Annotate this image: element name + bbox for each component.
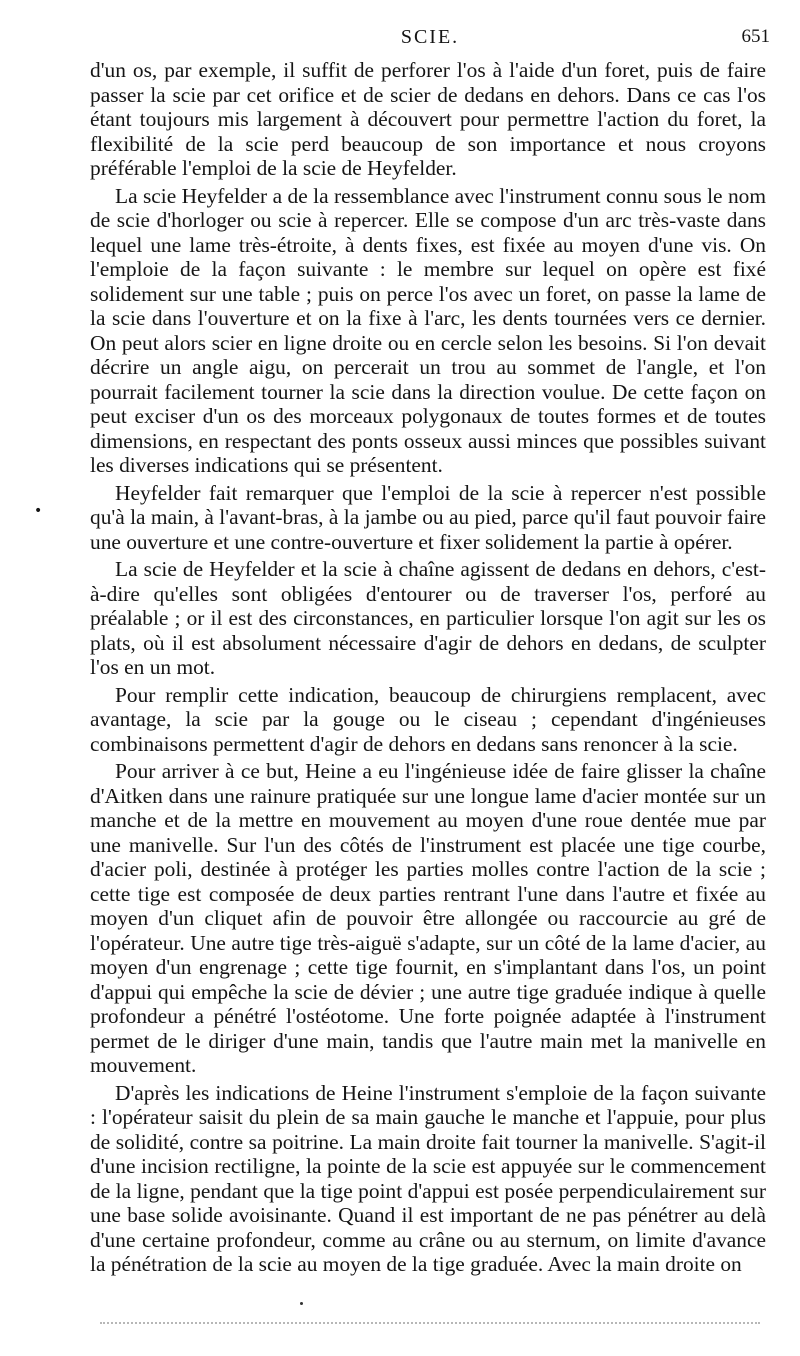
paragraph-continued: d'un os, par exemple, il suffit de perforer l'os à l'aide d'un foret, puis de faire passer la scie par cet orifice et de scier de dedans en dehors. Dans ce cas l'os étant toujours mis largement à découvert pour permettre l'action du foret, la flexibilité de la scie perd beaucoup de son importance et nous croyons préférable l'emploi de la scie de Heyfelder. (90, 58, 766, 180)
paragraph-heyfelder-saw: La scie Heyfelder a de la ressemblance avec l'instrument connu sous le nom de scie d'horloger ou scie à repercer. Elle se compose d'un arc très-vaste dans lequel une lame très-étroite, à dents fixes, est fixée au moyen d'une vis. On l'emploie de la façon suivante : le membre sur lequel on opère est fixé solidement sur une table ; puis on perce l'os avec un foret, on passe la lame de la scie dans l'ouverture et on la fixe à l'arc, les dents tournées vers ce dernier. On peut alors scier en ligne droite ou en cercle selon les besoins. Si l'on devait décrire un angle aigu, on percerait un trou au sommet de l'angle, et l'on pourrait facilement tourner la scie dans la direction voulue. De cette façon on peut exciser d'un os des morceaux polygonaux de toutes formes et de toutes dimensions, en respectant des ponts osseux aussi minces que possibles suivant les diverses indications qui se présentent. (90, 183, 766, 477)
body-text (90, 58, 766, 1280)
paragraph-heine-usage: D'après les indications de Heine l'instrument s'emploie de la façon suivante : l'opérateur saisit du plein de sa main gauche le manche et l'appuie, pour plus de solidité, contre sa poitrine. La main droite fait tourner la manivelle. S'agit-il d'une incision rectiligne, la pointe de la scie est appuyée sur le commencement de la ligne, pendant que la tige point d'appui est posée perpendiculairement sur une base solide avoisinante. Quand il est important de ne pas pénétrer au delà d'une certaine profondeur, comme au crâne ou au sternum, on limite d'avance la pénétration de la scie au moyen de la tige graduée. Avec la main droite on (90, 1080, 766, 1276)
paragraph-chain-saw: La scie de Heyfelder et la scie à chaîne agissent de dedans en dehors, c'est-à-dire qu'elles sont obligées d'entourer ou de traverser l'os, perforé au préalable ; or il est des circonstances, en particulier lorsque l'on agit sur les os plats, où il est absolument nécessaire d'agir de dehors en dedans, de sculpter l'os en un mot. (90, 557, 766, 679)
running-title: SCIE. (400, 26, 460, 48)
page-header (90, 26, 770, 54)
margin-mark: • (34, 503, 43, 519)
page-number: 651 (741, 26, 770, 47)
paragraph-gouge-chisel: Pour remplir cette indication, beaucoup de chirurgiens remplacent, avec avantage, la scie par la gouge ou le ciseau ; cependant d'ingénieuses combinaisons permettent d'agir de dehors en dedans sans renoncer à la scie. (90, 682, 766, 756)
paragraph-heine-instrument: Pour arriver à ce but, Heine a eu l'ingénieuse idée de faire glisser la chaîne d'Aitken dans une rainure pratiquée sur une longue lame d'acier montée sur un manche et de la mettre en mouvement au moyen d'une roue dentée mue par une manivelle. Sur l'un des côtés de l'instrument est placée une tige courbe, d'acier poli, destinée à protéger les parties molles contre l'action de la scie ; cette tige est composée de deux parties rentrant l'une dans l'autre et fixée au moyen d'un cliquet afin de pouvoir être allongée ou raccourcie au gré de l'opérateur. Une autre tige très-aiguë s'adapte, sur un côté de la lame d'acier, au moyen d'un engrenage ; cette tige fournit, en s'implantant dans l'os, un point d'appui qui empêche la scie de dévier ; une autre tige graduée indique à quelle profondeur a pénétré l'ostéotome. Une forte poignée adaptée à l'instrument permet de le diriger d'une main, tandis que l'autre main met la manivelle en mouvement. (90, 759, 766, 1077)
paragraph-heyfelder-remark: Heyfelder fait remarquer que l'emploi de la scie à repercer n'est possible qu'à la main, à l'avant-bras, à la jambe ou au pied, parce qu'il faut pouvoir faire une ouverture et une contre-ouverture et fixer solidement la partie à opérer. (90, 480, 766, 554)
footer-speck (300, 1302, 303, 1305)
footer-scan-artifact (100, 1322, 760, 1326)
